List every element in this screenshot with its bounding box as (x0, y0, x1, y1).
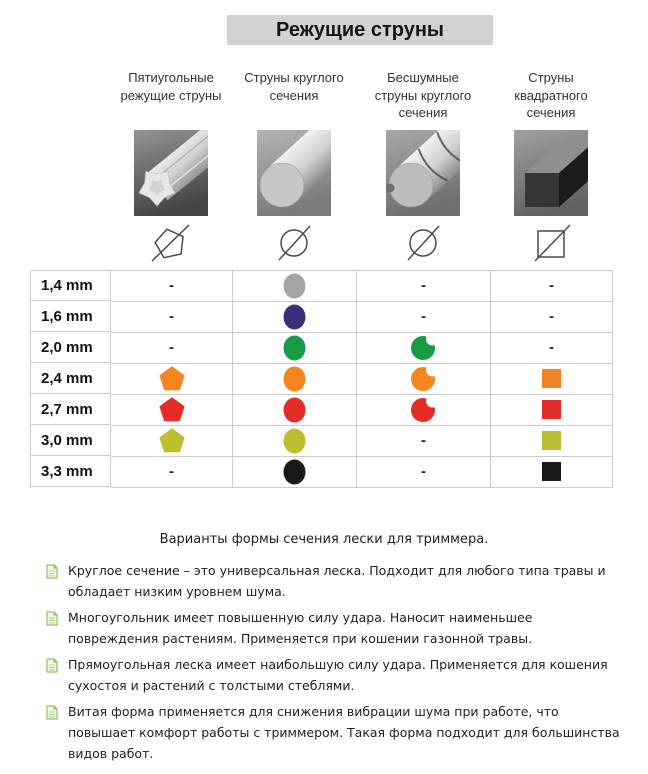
column-header-label: Струны круглого сечения (244, 70, 344, 103)
square-rod-photo (490, 128, 612, 218)
column-headers (30, 69, 612, 122)
row-label: 2,0 mm (31, 333, 111, 363)
note-icon (46, 564, 58, 579)
cell-circle (233, 457, 357, 488)
cell-notched-circle (357, 333, 491, 364)
circle-shape (283, 428, 306, 454)
cell-square (491, 426, 613, 457)
table-row (31, 302, 613, 333)
note-icon (46, 705, 58, 720)
square-shape (542, 400, 561, 419)
spacer (30, 128, 110, 218)
dash: - (421, 463, 426, 480)
square-shape (542, 369, 561, 388)
cell-notched-circle (357, 395, 491, 426)
table-row (31, 395, 613, 426)
circle-diameter-icon (356, 220, 490, 266)
note-text: Круглое сечение – это универсальная леска. Подходит для любого типа травы и обладает низким уровнем шума. (68, 562, 606, 599)
cell-circle (233, 364, 357, 395)
row-label: 1,4 mm (31, 271, 111, 301)
product-images-row (30, 128, 612, 218)
notched-circle-shape (411, 366, 436, 392)
dash: - (549, 308, 554, 325)
table-row (31, 426, 613, 457)
cell-circle (233, 395, 357, 426)
cell-dash (357, 271, 491, 302)
note-item (46, 654, 624, 696)
dash: - (421, 308, 426, 325)
dash: - (421, 277, 426, 294)
cell-pentagon (111, 364, 233, 395)
circle-diameter-icon (232, 220, 356, 266)
dash: - (549, 339, 554, 356)
circle-shape (283, 304, 306, 330)
cell-square (491, 364, 613, 395)
note-item (46, 701, 624, 764)
row-label: 3,3 mm (31, 457, 111, 487)
dash: - (169, 339, 174, 356)
row-label: 1,6 mm (31, 302, 111, 332)
column-header (356, 69, 490, 122)
cell-dash (111, 271, 233, 302)
pentagon-shape (158, 366, 186, 391)
cell-dash (111, 302, 233, 333)
note-icon (46, 658, 58, 673)
size-table (30, 270, 613, 488)
cell-circle (233, 271, 357, 302)
pentagon-shape (158, 397, 186, 422)
dash: - (421, 432, 426, 449)
table-row (31, 457, 613, 488)
note-item (46, 560, 624, 602)
column-header-label: Пятиугольные режущие струны (120, 70, 222, 103)
cell-dash (491, 302, 613, 333)
note-icon (46, 611, 58, 626)
column-header-label: Бесшумные струны круглого сечения (374, 70, 472, 120)
column-header-label: Струны квадратного сечения (514, 70, 588, 120)
square-shape (542, 462, 561, 481)
column-header (490, 69, 612, 122)
cell-dash (357, 426, 491, 457)
cell-dash (111, 333, 233, 364)
cell-circle (233, 333, 357, 364)
note-text: Витая форма применяется для снижения вибрации шума при работе, что повышает комфорт работы с триммером. Такая форма подходит для большинства видов работ. (68, 703, 620, 761)
note-text: Прямоугольная леска имеет наибольшую силу удара. Применяется для кошения сухостоя и растений с толстыми стеблями. (68, 656, 608, 693)
row-label: 3,0 mm (31, 426, 111, 456)
note-text: Многоугольник имеет повышенную силу удара. Наносит наименьшее повреждения растениям. Применяется при кошении газонной травы. (68, 609, 533, 646)
cell-square (491, 395, 613, 426)
cell-dash (357, 302, 491, 333)
table-row (31, 271, 613, 302)
table-row (31, 333, 613, 364)
page-title: Режущие струны (227, 15, 493, 45)
square-diameter-icon (490, 220, 612, 266)
dash: - (169, 277, 174, 294)
notched-circle-shape (411, 397, 436, 423)
round-rod-photo (232, 128, 356, 218)
caption: Варианты формы сечения лески для триммера. (159, 531, 489, 547)
cell-pentagon (111, 395, 233, 426)
circle-shape (283, 397, 306, 423)
row-label: 2,7 mm (31, 395, 111, 425)
cell-dash (491, 333, 613, 364)
note-item (46, 607, 624, 649)
cell-dash (111, 457, 233, 488)
cell-notched-circle (357, 364, 491, 395)
pentagon-shape (158, 428, 186, 453)
grooved-rod-photo (356, 128, 490, 218)
cell-circle (233, 426, 357, 457)
row-label: 2,4 mm (31, 364, 111, 394)
square-shape (542, 431, 561, 450)
table-row (31, 364, 613, 395)
pentagon-diameter-icon (110, 220, 232, 266)
pentagonal-rod-photo (110, 128, 232, 218)
dash: - (549, 277, 554, 294)
cell-square (491, 457, 613, 488)
column-header (232, 69, 356, 122)
dash: - (169, 308, 174, 325)
circle-shape (283, 459, 306, 485)
notched-circle-shape (411, 335, 436, 361)
circle-shape (283, 366, 306, 392)
column-header (110, 69, 232, 122)
cell-pentagon (111, 426, 233, 457)
spacer (30, 69, 110, 122)
dash: - (169, 463, 174, 480)
notes-list (46, 560, 624, 764)
spacer (30, 220, 110, 266)
cell-circle (233, 302, 357, 333)
cell-dash (491, 271, 613, 302)
circle-shape (283, 273, 306, 299)
diameter-symbols-row (30, 220, 612, 266)
cell-dash (357, 457, 491, 488)
circle-shape (283, 335, 306, 361)
